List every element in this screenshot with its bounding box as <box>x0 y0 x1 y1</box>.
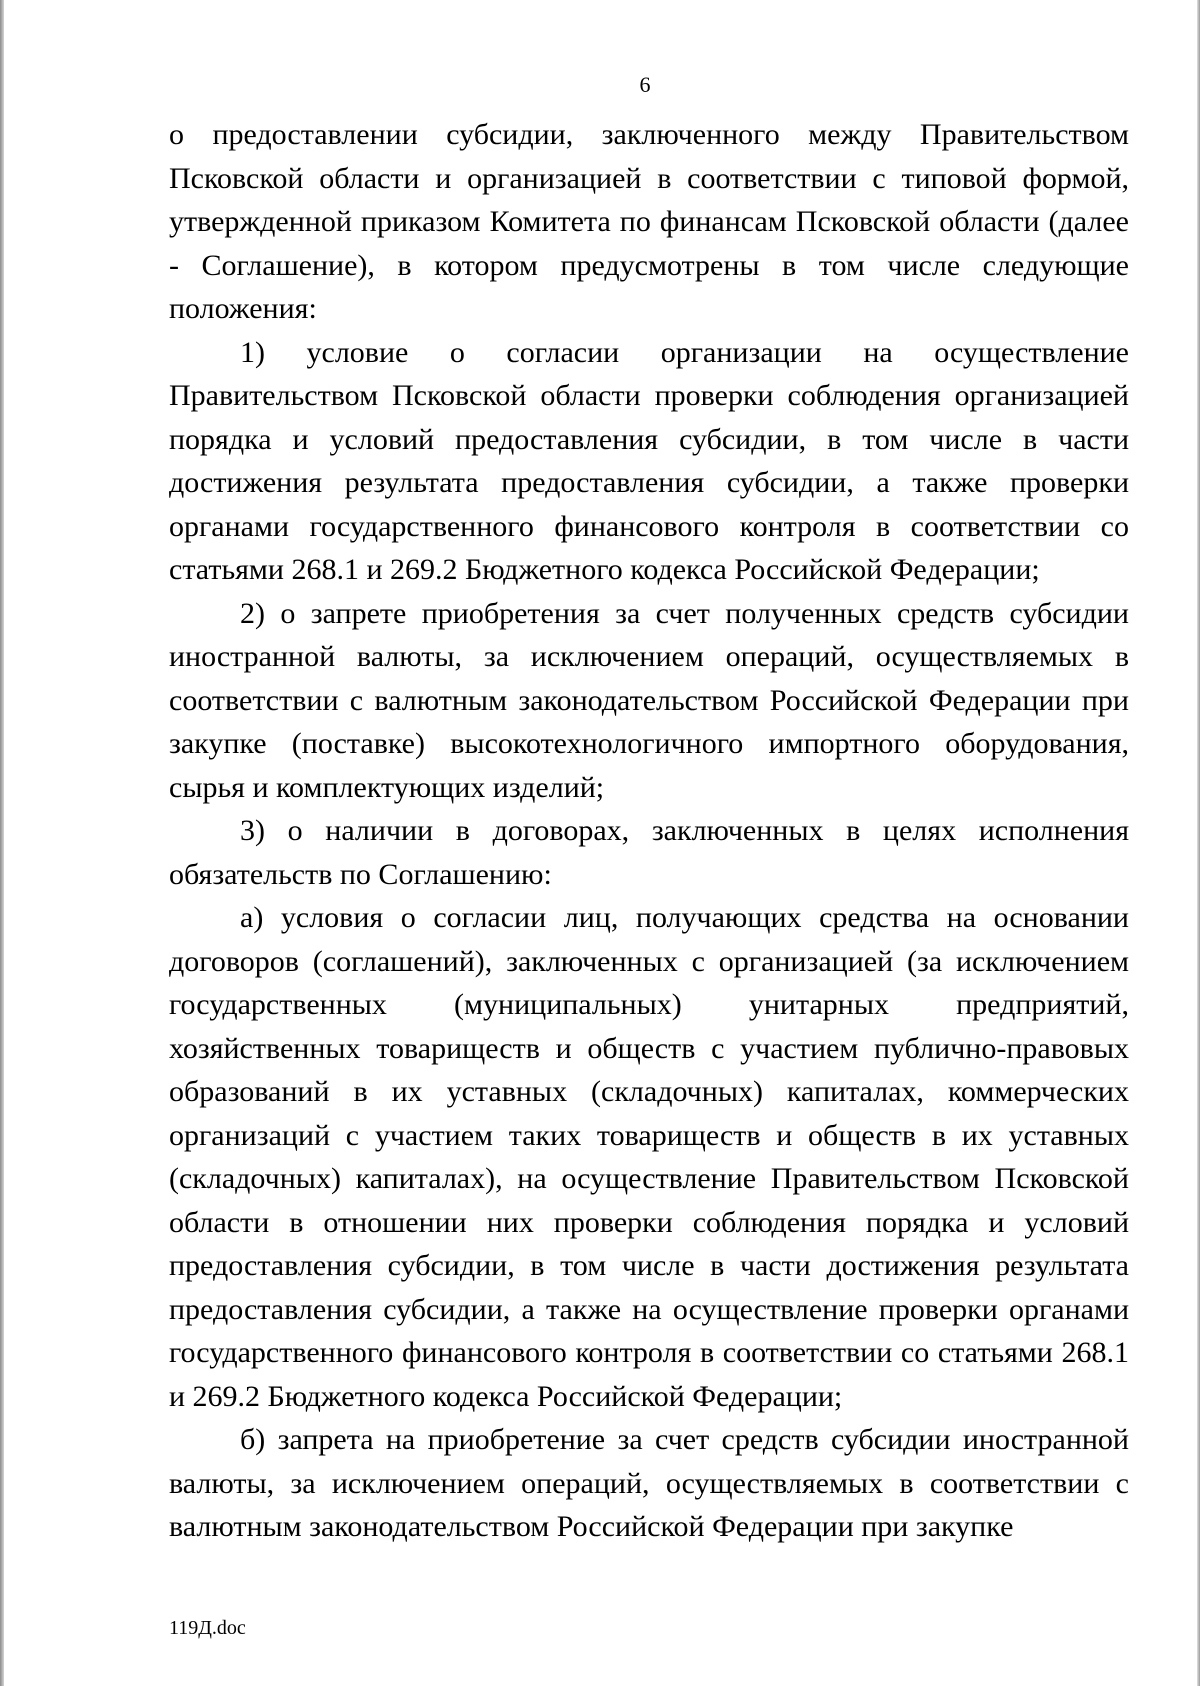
paragraph-item-2: 2) о запрете приобретения за счет полученных средств субсидии иностранной валюты, за исключением операций, осуществляемых в соответствии с валютным законодательством Российской Федерации при закупке (поставке) высокотехнологичного импортного оборудования, сырья и комплектующих изделий; <box>169 596 1129 804</box>
document-body <box>169 113 1129 1549</box>
footer-filename: 119Д.doc <box>169 1617 246 1639</box>
paragraph-item-1: 1) условие о согласии организации на осуществление Правительством Псковской области проверки соблюдения организацией порядка и условий предоставления субсидии, в том числе в части достижения результата предоставления субсидии, а также проверки органами государственного финансового контроля в соответствии со статьями 268.1 и 269.2 Бюджетного кодекса Российской Федерации; <box>169 335 1129 586</box>
scan-edge-left <box>0 0 4 1686</box>
paragraph-intro: о предоставлении субсидии, заключенного между Правительством Псковской области и организацией в соответствии с типовой формой, утвержденной приказом Комитета по финансам Псковской области (далее - Соглашение), в котором предусмотрены в том числе следующие положения: <box>169 118 1129 325</box>
paragraph-item-3: 3) о наличии в договорах, заключенных в целях исполнения обязательств по Соглашению: <box>169 814 1129 891</box>
paragraph-item-3a: а) условия о согласии лиц, получающих средства на основании договоров (соглашений), заключенных с организацией (за исключением государственных (муниципальных) унитарных предприятий, хозяйственных товариществ и обществ с участием публично-правовых образований в их уставных (складочных) капиталах, коммерческих организаций с участием таких товариществ и обществ в их уставных (складочных) капиталах), на осуществление Правительством Псковской области в отношении них проверки соблюдения порядка и условий предоставления субсидии, в том числе в части достижения результата предоставления субсидии, а также на осуществление проверки органами государственного финансового контроля в соответствии со статьями 268.1 и 269.2 Бюджетного кодекса Российской Федерации; <box>169 901 1129 1413</box>
page-number: 6 <box>639 72 651 97</box>
paragraph-item-3b: б) запрета на приобретение за счет средств субсидии иностранной валюты, за исключением операций, осуществляемых в соответствии с валютным законодательством Российской Федерации при закупке <box>169 1423 1129 1543</box>
